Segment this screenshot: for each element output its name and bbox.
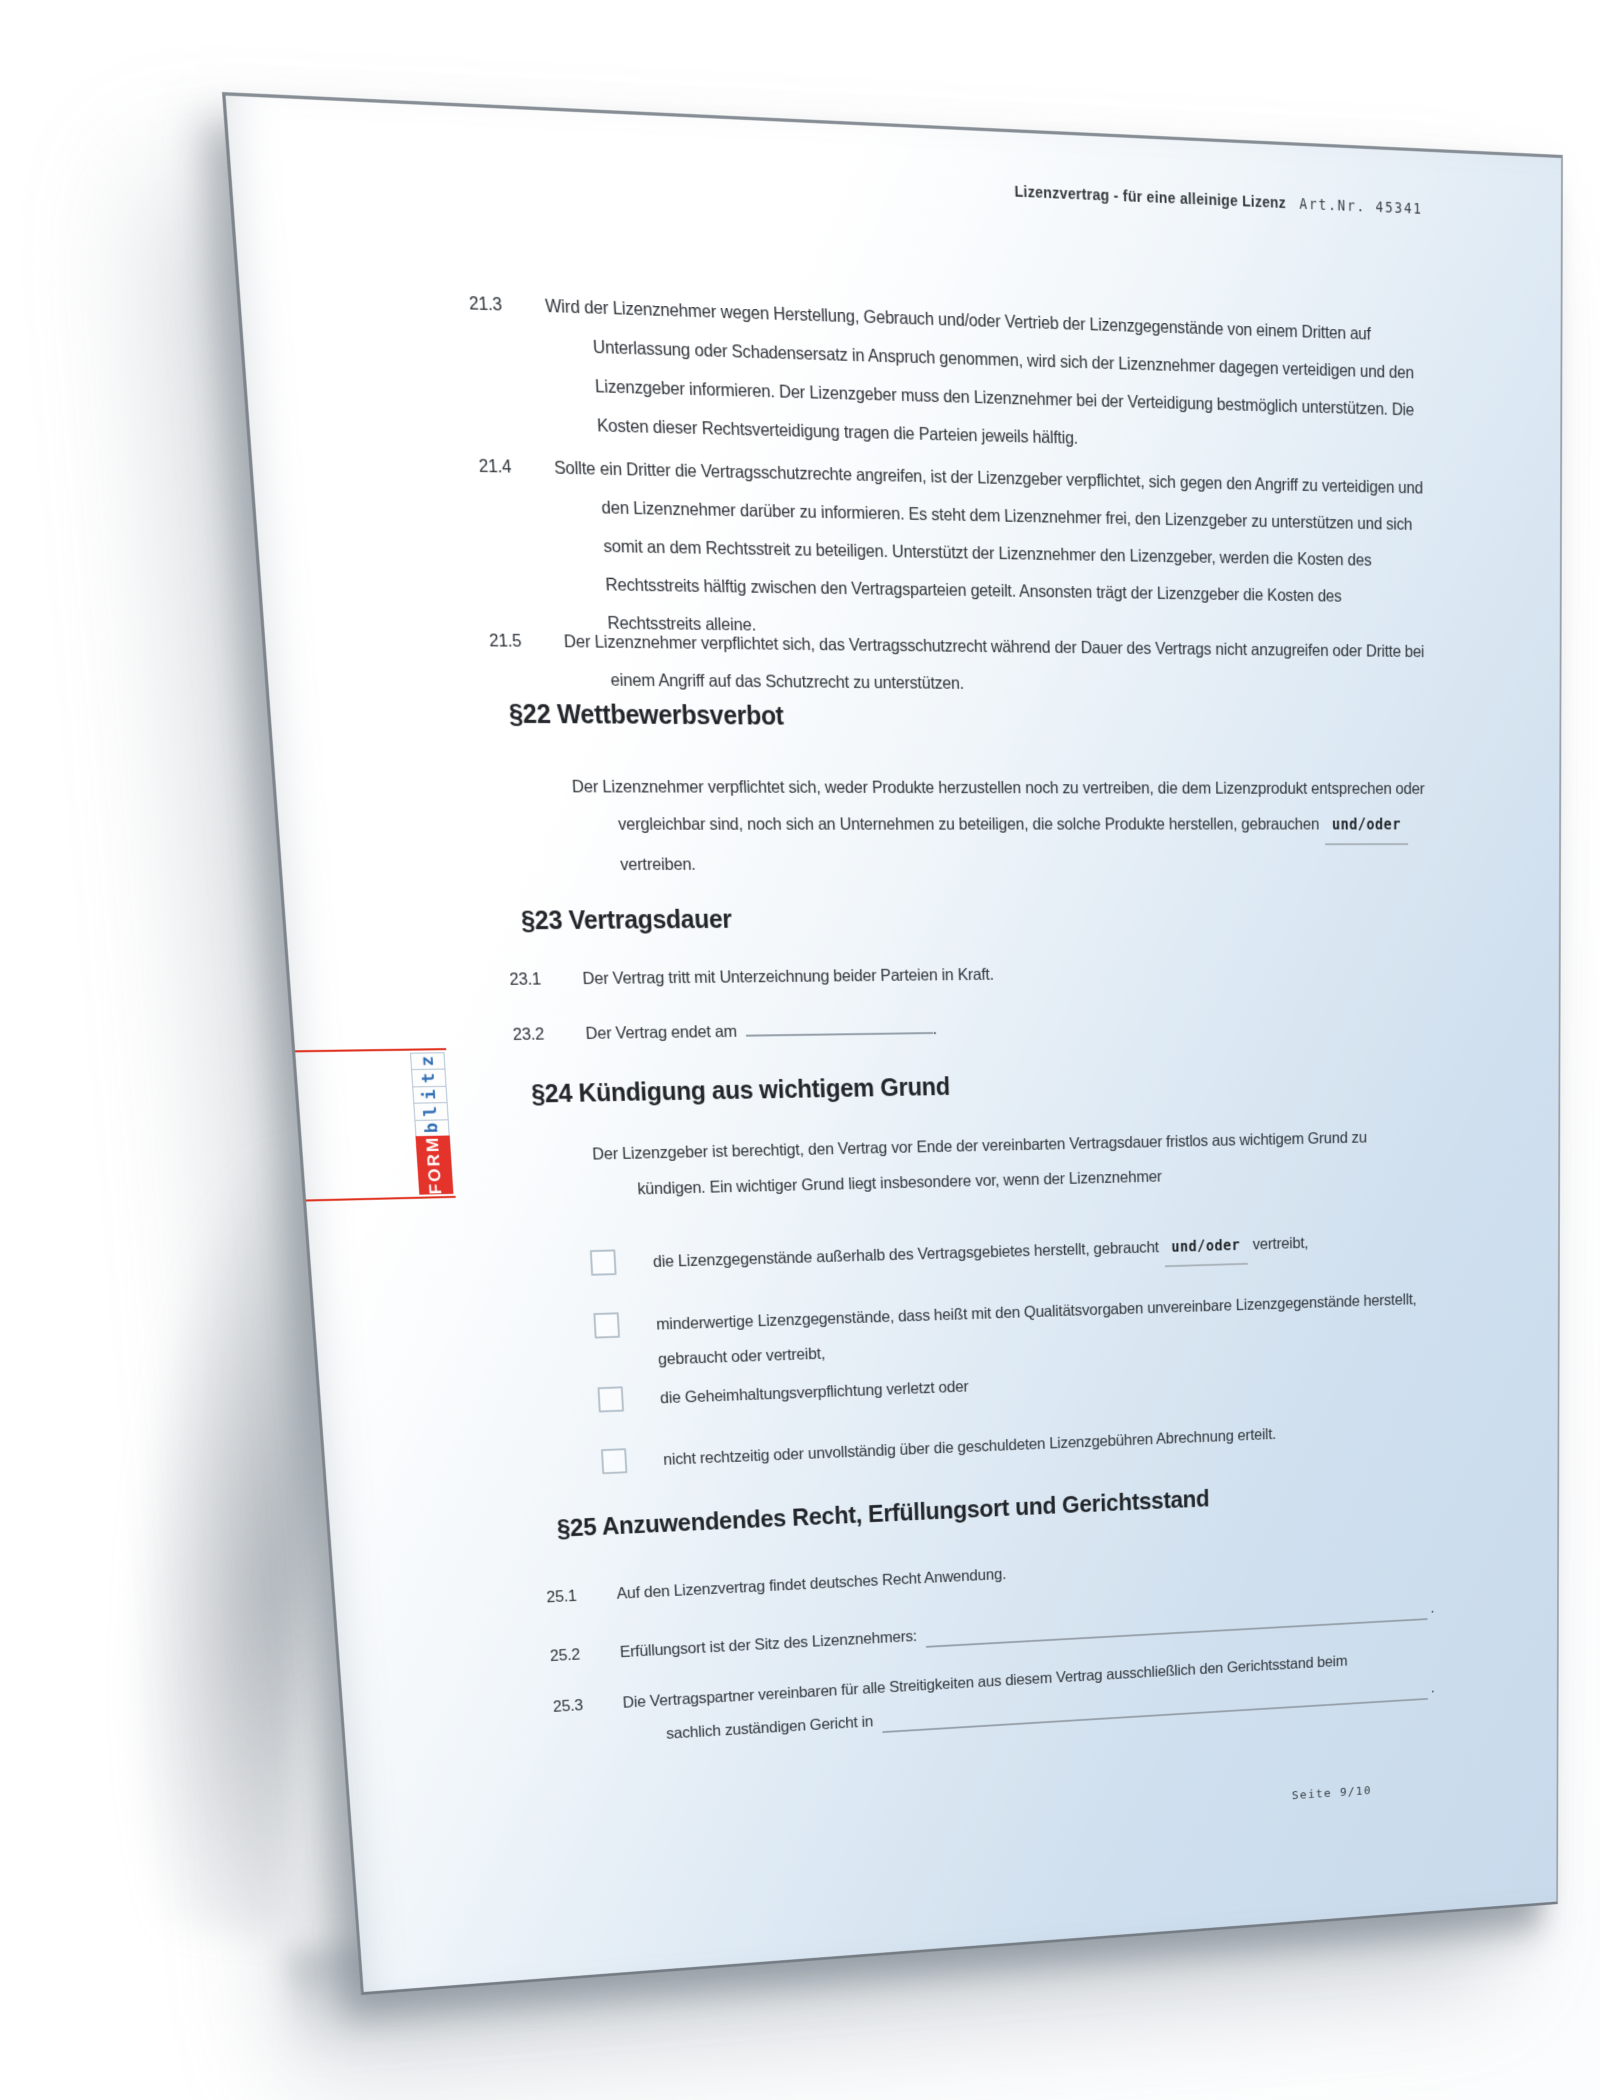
- clause-number: 21.3: [468, 293, 503, 315]
- clause-21-4: [478, 447, 1430, 652]
- section-22-paragraph: [571, 768, 1431, 883]
- termination-reason-text: minderwertige Lizenzgegenstände, dass heißt mit den Qualitätsvorgaben unvereinbare Lizenzgegenstände herstellt, gebraucht oder vertreibt,: [655, 1291, 1417, 1369]
- logo-blitz-wordmark: [410, 1052, 450, 1136]
- und-oder-field[interactable]: und/oder: [1324, 807, 1408, 846]
- clause-text: Der Lizenznehmer verpflichtet sich, das Vertragsschutzrecht während der Dauer des Vertrags nicht anzugreifen oder Dritte bei einem Angriff auf das Schutzrecht zu unterstützen.: [563, 632, 1425, 694]
- checkbox[interactable]: [601, 1448, 627, 1474]
- text-after-field: vertreiben.: [619, 855, 697, 875]
- clause-number: 23.1: [508, 970, 542, 989]
- clause-text: Wird der Lizenznehmer wegen Herstellung, Gebrauch und/oder Vertrieb der Lizenzgegenstände von einem Dritten auf Unterlassung oder Schadensersatz in Anspruch genommen, wird sich der Lizenznehmer dagegen verteidigen und den Lizenzgeber informieren. Der Lizenzgeber muss den Lizenznehmer bei der Verteidigung bestmöglich unterstützen. Die Kosten dieser Rechtsverteidigung tragen die Parteien jeweils hälftig.: [544, 296, 1415, 448]
- page-header: [1014, 182, 1423, 219]
- footer-page-number: Seite 9/10: [1291, 1784, 1372, 1803]
- formblitz-logo-inner: [410, 1052, 453, 1195]
- und-oder-field[interactable]: und/oder: [1164, 1228, 1248, 1267]
- formblitz-logo: [410, 1052, 453, 1195]
- clause-text: Auf den Lizenzvertrag findet deutsches Recht Anwendung.: [616, 1565, 1007, 1603]
- section-22-heading: §22 Wettbewerbsverbot: [508, 699, 785, 731]
- clause-21-3: [468, 284, 1429, 466]
- jurisdiction-text-line1: Die Vertragspartner vereinbaren für alle Streitigkeiten aus diesem Vertrag ausschließlich den Gerichtsstand beim: [622, 1653, 1348, 1712]
- clause-text: Sollte ein Dritter die Vertragsschutzrechte angreifen, ist der Lizenzgeber verpflichtet, sich gegen den Angriff zu verteidigen und den Lizenznehmer darüber zu informieren. Es steht dem Lizenznehmer frei, den Lizenzgeber zu unterstützen und sich somit an dem Rechtsstreit zu beteiligen. Unterstützt der Lizenznehmer den Lizenzgeber, werden die Kosten des Rechtsstreits hälftig zwischen den Vertragsparteien geteilt. Ansonsten trägt der Lizenzgeber die Kosten des Rechtsstreits alleine.: [553, 458, 1423, 635]
- clause-number: 25.2: [549, 1646, 581, 1665]
- contract-end-date-blank[interactable]: [745, 1018, 933, 1037]
- logo-letter: t: [411, 1069, 446, 1086]
- page-left-shadow: [113, 1145, 337, 1935]
- checkbox[interactable]: [590, 1249, 617, 1275]
- section-24-intro: Der Lizenzgeber ist berechtigt, den Vertrag vor Ende der vereinbarten Vertragsdauer fristlos aus wichtigem Grund zu kündigen. Ein wichtiger Grund liegt insbesondere vor, wenn der Lizenznehmer: [591, 1129, 1367, 1199]
- place-of-performance-label: Erfüllungsort ist der Sitz des Lizenznehmers:: [619, 1627, 918, 1661]
- text-before-field: Der Lizenznehmer verpflichtet sich, weder Produkte herzustellen noch zu vertreiben, die dem Lizenzprodukt entsprechen oder vergleichbar sind, noch sich an Unternehmen zu beteiligen, die solche Produkte herstellen, gebrauchen: [571, 777, 1425, 834]
- period: .: [1430, 1599, 1435, 1617]
- document-title: Lizenzvertrag - für eine alleinige Lizenz: [1014, 183, 1287, 213]
- court-place-blank[interactable]: [883, 1698, 1428, 1733]
- logo-letter: z: [410, 1052, 446, 1069]
- logo-letter: b: [414, 1119, 449, 1136]
- clause-number: 21.5: [488, 631, 522, 651]
- clause-text: Der Vertrag tritt mit Unterzeichnung beider Parteien in Kraft.: [582, 965, 995, 989]
- termination-reason-text: nicht rechtzeitig oder unvollständig über die geschuldeten Lizenzgebühren Abrechnung erteilt.: [662, 1425, 1277, 1469]
- clause-number: 21.4: [478, 456, 512, 477]
- logo-form-wordmark: FORM: [415, 1135, 453, 1194]
- termination-reason-item-1: [590, 1223, 1433, 1285]
- text-before-field: die Lizenzgegenstände außerhalb des Vertragsgebietes herstellt, gebraucht: [652, 1238, 1159, 1271]
- clause-23-2: [512, 1005, 1432, 1053]
- clause-number: 23.2: [512, 1025, 545, 1045]
- court-label: sachlich zuständigen Gericht in: [665, 1713, 874, 1743]
- section-25-heading: §25 Anzuwendendes Recht, Erfüllungsort und Gerichtsstand: [556, 1486, 1210, 1543]
- text-after-field: vertreibt,: [1252, 1234, 1309, 1254]
- margin-rule-bottom: [306, 1196, 456, 1202]
- checkbox[interactable]: [593, 1312, 620, 1338]
- clause-number: 25.3: [552, 1697, 584, 1716]
- termination-reason-item-4: [601, 1411, 1434, 1480]
- place-of-performance-blank[interactable]: [926, 1618, 1427, 1648]
- clause-text: [585, 1005, 1432, 1052]
- contract-end-label: Der Vertrag endet am: [585, 1022, 738, 1043]
- logo-letter: i: [412, 1086, 447, 1103]
- section-23-heading: §23 Vertragsdauer: [520, 905, 733, 936]
- clause-number: 25.1: [545, 1587, 578, 1607]
- period: .: [932, 1020, 938, 1038]
- checkbox[interactable]: [597, 1386, 624, 1412]
- period: .: [1430, 1679, 1435, 1697]
- logo-letter: l: [413, 1102, 448, 1119]
- section-24-heading: §24 Kündigung aus wichtigem Grund: [530, 1073, 951, 1109]
- contract-page-sheet: [222, 92, 1563, 1995]
- article-number: Art.Nr. 45341: [1299, 195, 1423, 219]
- clause-23-1: [508, 953, 1431, 998]
- termination-reason-text: die Geheimhaltungsverpflichtung verletzt oder: [659, 1378, 969, 1408]
- termination-reason-text: [652, 1223, 1433, 1283]
- clause-21-5: [488, 622, 1430, 706]
